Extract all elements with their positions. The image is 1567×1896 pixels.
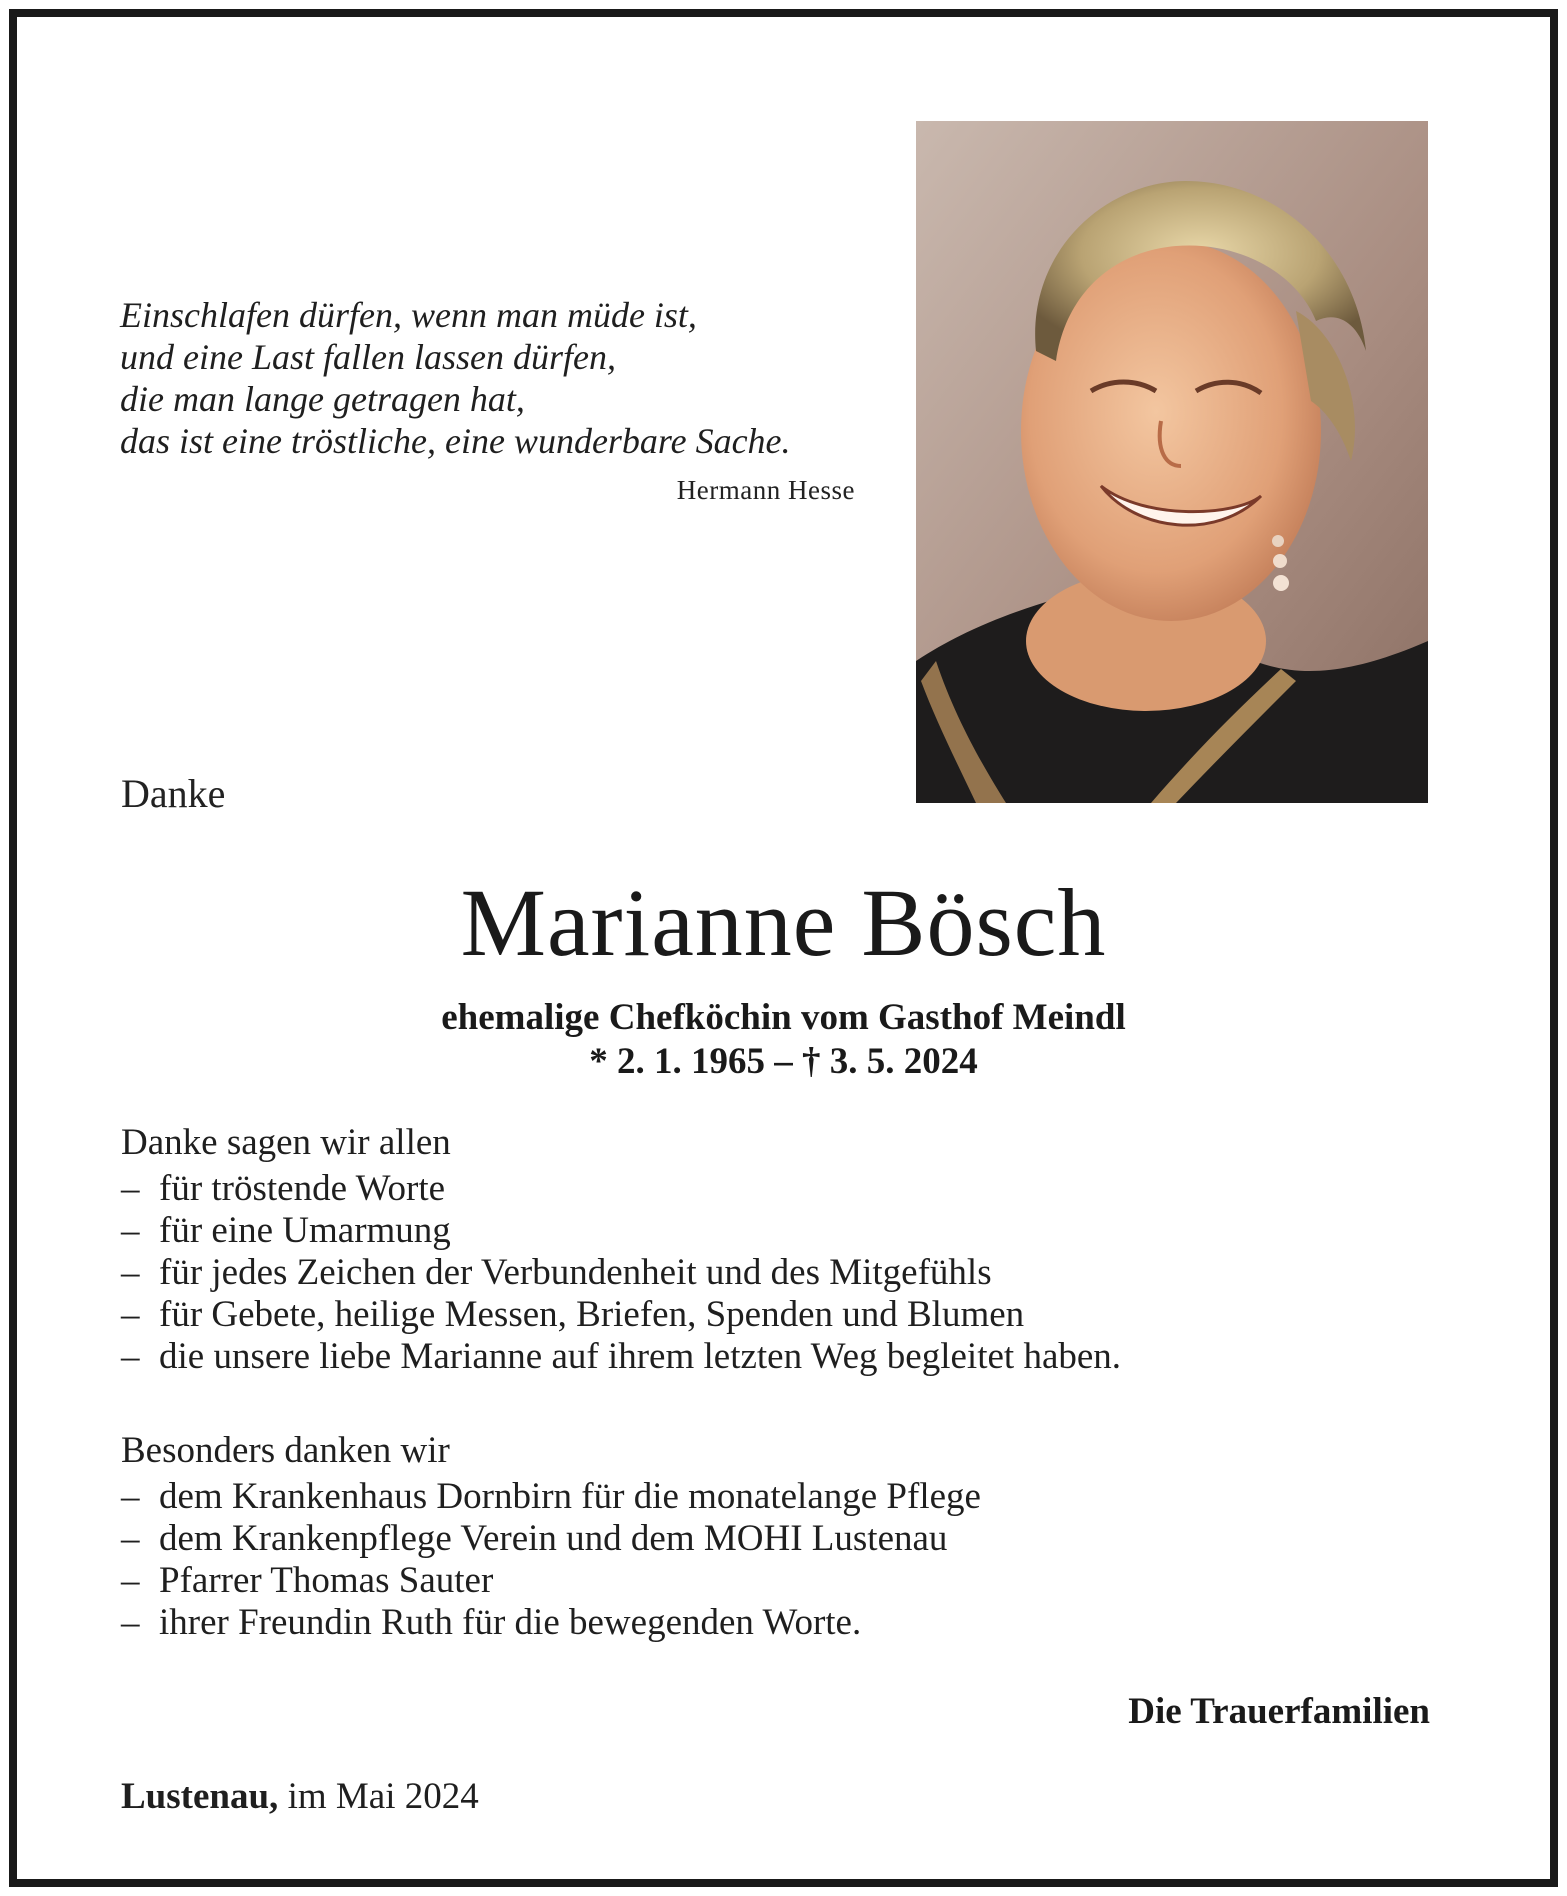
signoff: Die Trauerfamilien — [1128, 1691, 1430, 1732]
list-dash: – — [121, 1168, 140, 1209]
portrait-photo — [916, 121, 1428, 803]
list-dash: – — [121, 1210, 140, 1251]
list-item — [121, 1476, 1321, 1518]
place-date-line — [121, 1775, 479, 1818]
list-dash: – — [121, 1518, 140, 1559]
list-item-text: für jedes Zeichen der Verbundenheit und des Mitgefühls — [159, 1252, 992, 1293]
thanks-heading: Danke — [121, 771, 226, 816]
thanks-special-intro: Besonders danken wir — [121, 1430, 450, 1471]
list-dash: – — [121, 1294, 140, 1335]
list-item-text: für Gebete, heilige Messen, Briefen, Spenden und Blumen — [159, 1294, 1025, 1335]
thanks-all-section — [121, 1122, 1321, 1378]
quote-author: Hermann Hesse — [676, 475, 855, 505]
list-item — [121, 1602, 1321, 1644]
list-item-text: für tröstende Worte — [159, 1168, 446, 1209]
list-item — [121, 1560, 1321, 1602]
portrait-photo-icon — [916, 121, 1428, 803]
list-item-text: ihrer Freundin Ruth für die bewegenden Worte. — [159, 1602, 862, 1643]
list-item — [121, 1294, 1321, 1336]
list-dash: – — [121, 1602, 140, 1643]
poem-quote — [120, 294, 860, 462]
list-item-text: dem Krankenhaus Dornbirn für die monatelange Pflege — [159, 1476, 981, 1517]
list-item — [121, 1252, 1321, 1294]
list-dash: – — [121, 1252, 140, 1293]
deceased-name: Marianne Bösch — [460, 869, 1107, 976]
thanks-all-intro: Danke sagen wir allen — [121, 1122, 451, 1163]
list-dash: – — [121, 1560, 140, 1601]
list-item-text: die unsere liebe Marianne auf ihrem letzten Weg begleitet haben. — [159, 1336, 1122, 1377]
place-city: Lustenau, — [121, 1776, 279, 1817]
quote-line: Einschlafen dürfen, wenn man müde ist, — [120, 295, 697, 335]
list-item-text: für eine Umarmung — [159, 1210, 451, 1251]
list-item — [121, 1210, 1321, 1252]
quote-line: das ist eine tröstliche, eine wunderbare Sache. — [120, 421, 791, 461]
list-dash: – — [121, 1336, 140, 1377]
quote-line: und eine Last fallen lassen dürfen, — [120, 337, 616, 377]
deceased-occupation: ehemalige Chefköchin vom Gasthof Meindl — [441, 997, 1126, 1038]
place-date: im Mai 2024 — [287, 1776, 479, 1817]
list-item — [121, 1518, 1321, 1560]
list-item — [121, 1336, 1321, 1378]
list-dash: – — [121, 1476, 140, 1517]
life-dates: * 2. 1. 1965 – † 3. 5. 2024 — [589, 1041, 978, 1082]
list-item-text: dem Krankenpflege Verein und dem MOHI Lustenau — [159, 1518, 948, 1559]
quote-line: die man lange getragen hat, — [120, 379, 525, 419]
thanks-special-section — [121, 1430, 1321, 1644]
list-item-text: Pfarrer Thomas Sauter — [159, 1560, 494, 1601]
list-item — [121, 1168, 1321, 1210]
